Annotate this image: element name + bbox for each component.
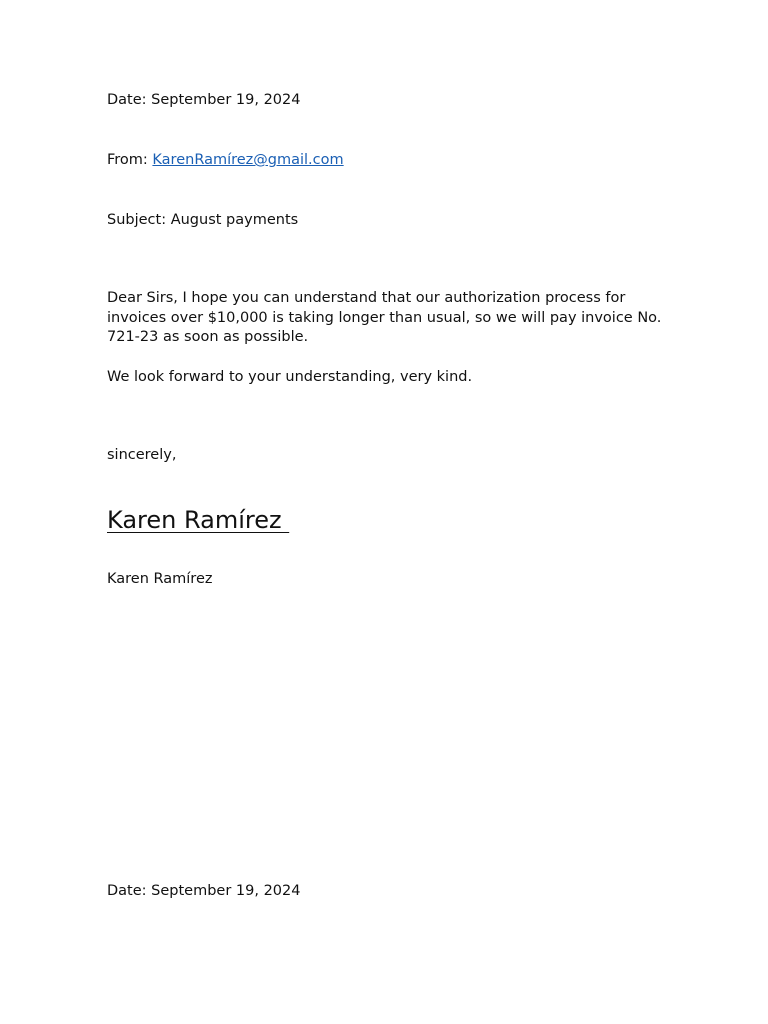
from-line <box>107 150 344 170</box>
signature: Karen Ramírez <box>107 506 290 534</box>
from-label: From: <box>107 152 153 168</box>
printed-name: Karen Ramírez <box>107 571 213 587</box>
date-line: Date: September 19, 2024 <box>107 92 301 108</box>
body-paragraph-1: Dear Sirs, I hope you can understand that our authorization process for invoices over $10,000 is taking longer than usual, so we will pay invoice No. 721-23 as soon as possible. <box>107 290 662 346</box>
body-paragraph-2: We look forward to your understanding, very kind. <box>107 369 473 385</box>
from-email-link[interactable]: KarenRamírez@gmail.com <box>152 152 344 168</box>
footer-date-line: Date: September 19, 2024 <box>107 883 301 899</box>
subject-line: Subject: August payments <box>107 212 299 228</box>
closing: sincerely, <box>107 447 177 463</box>
